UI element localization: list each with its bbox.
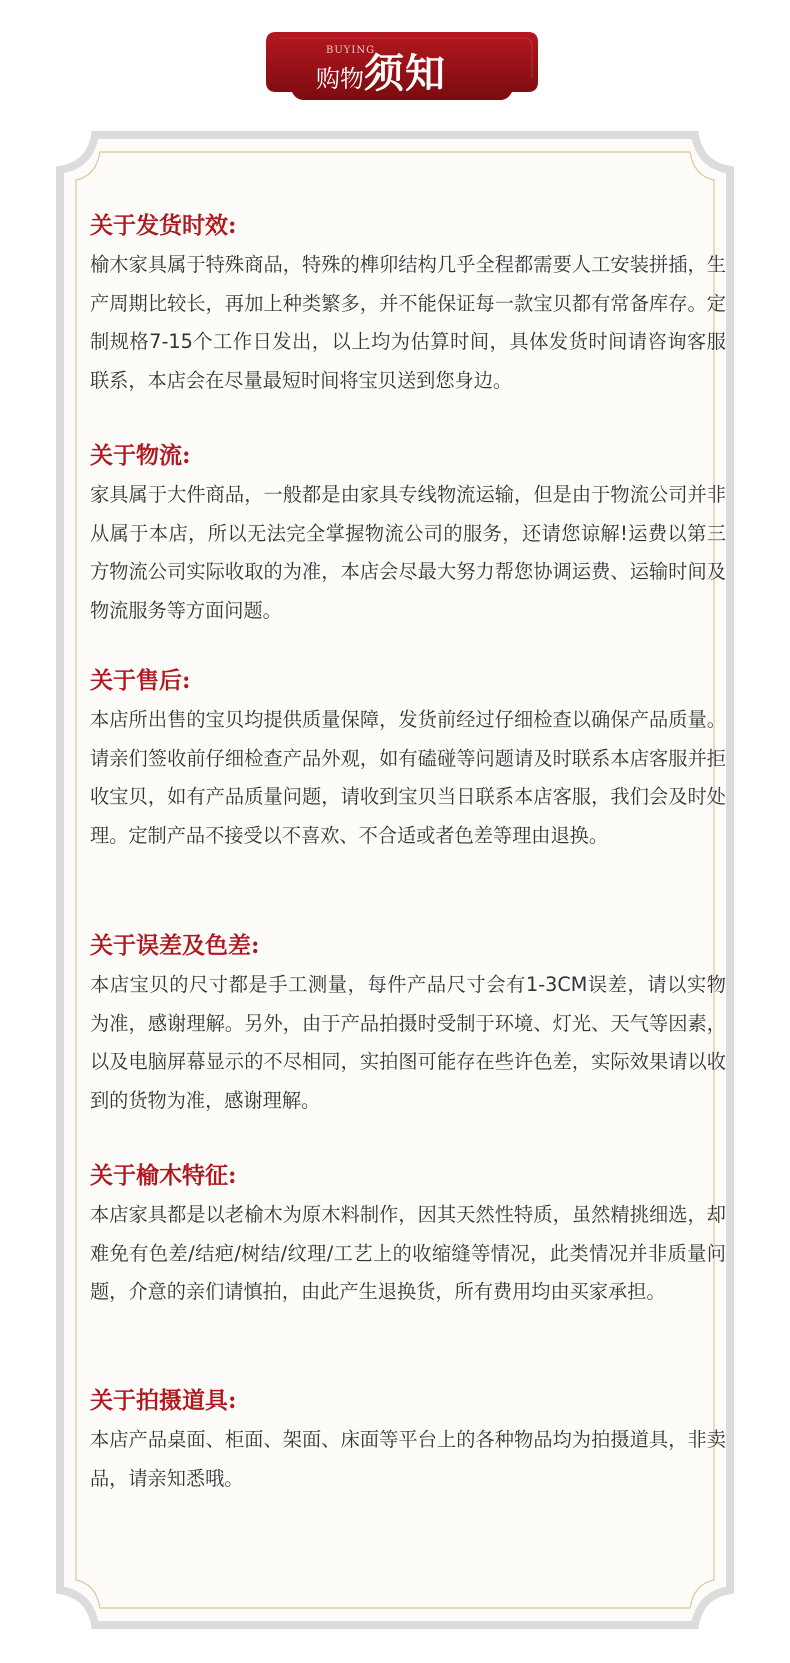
section-elm-wood-features [90,1160,726,1312]
section-size-color-deviation [90,930,726,1120]
section-body: 榆木家具属于特殊商品，特殊的榫卯结构几乎全程都需要人工安装拼插，生产周期比较长，再加上种类繁多，并不能保证每一款宝贝都有常备库存。定制规格7-15个工作日发出，以上均为估算时间，具体发货时间请咨询客服联系，本店会在尽量最短时间将宝贝送到您身边。 [90,253,726,392]
section-after-sales [90,665,726,855]
section-title: 关于售后: [90,667,191,694]
section-photo-props [90,1385,726,1498]
section-body: 本店宝贝的尺寸都是手工测量，每件产品尺寸会有1-3CM误差，请以实物为准，感谢理解。另外，由于产品拍摄时受制于环境、灯光、天气等因素，以及电脑屏幕显示的不尽相同，实拍图可能存在些许色差，实际效果请以收到的货物为准，感谢理解。 [90,973,726,1112]
section-title: 关于发货时效: [90,212,237,239]
section-shipping-time [90,210,726,400]
section-title: 关于误差及色差: [90,932,260,959]
section-body: 本店产品桌面、柜面、架面、床面等平台上的各种物品均为拍摄道具，非卖品，请亲知悉哦。 [90,1428,726,1490]
section-body: 本店所出售的宝贝均提供质量保障，发货前经过仔细检查以确保产品质量。请亲们签收前仔细检查产品外观，如有磕碰等问题请及时联系本店客服并拒收宝贝，如有产品质量问题，请收到宝贝当日联系本店客服，我们会及时处理。定制产品不接受以不喜欢、不合适或者色差等理由退换。 [90,708,726,847]
section-title: 关于物流: [90,442,191,469]
section-title: 关于榆木特征: [90,1162,237,1189]
banner-title-small: 购物 [316,65,364,93]
banner-english-label: BUYING [326,45,376,56]
section-logistics [90,440,726,630]
section-body: 本店家具都是以老榆木为原木料制作，因其天然性特质，虽然精挑细选，却难免有色差/结疤/树结/纹理/工艺上的收缩缝等情况，此类情况并非质量问题，介意的亲们请慎拍，由此产生退换货，所有费用均由买家承担。 [90,1203,726,1303]
page-banner [262,28,542,102]
banner-title-large: 须知 [364,50,446,97]
banner-title [316,42,446,99]
section-body: 家具属于大件商品，一般都是由家具专线物流运输，但是由于物流公司并非从属于本店，所以无法完全掌握物流公司的服务，还请您谅解!运费以第三方物流公司实际收取的为准，本店会尽最大努力帮您协调运费、运输时间及物流服务等方面问题。 [90,483,726,622]
section-title: 关于拍摄道具: [90,1387,237,1414]
